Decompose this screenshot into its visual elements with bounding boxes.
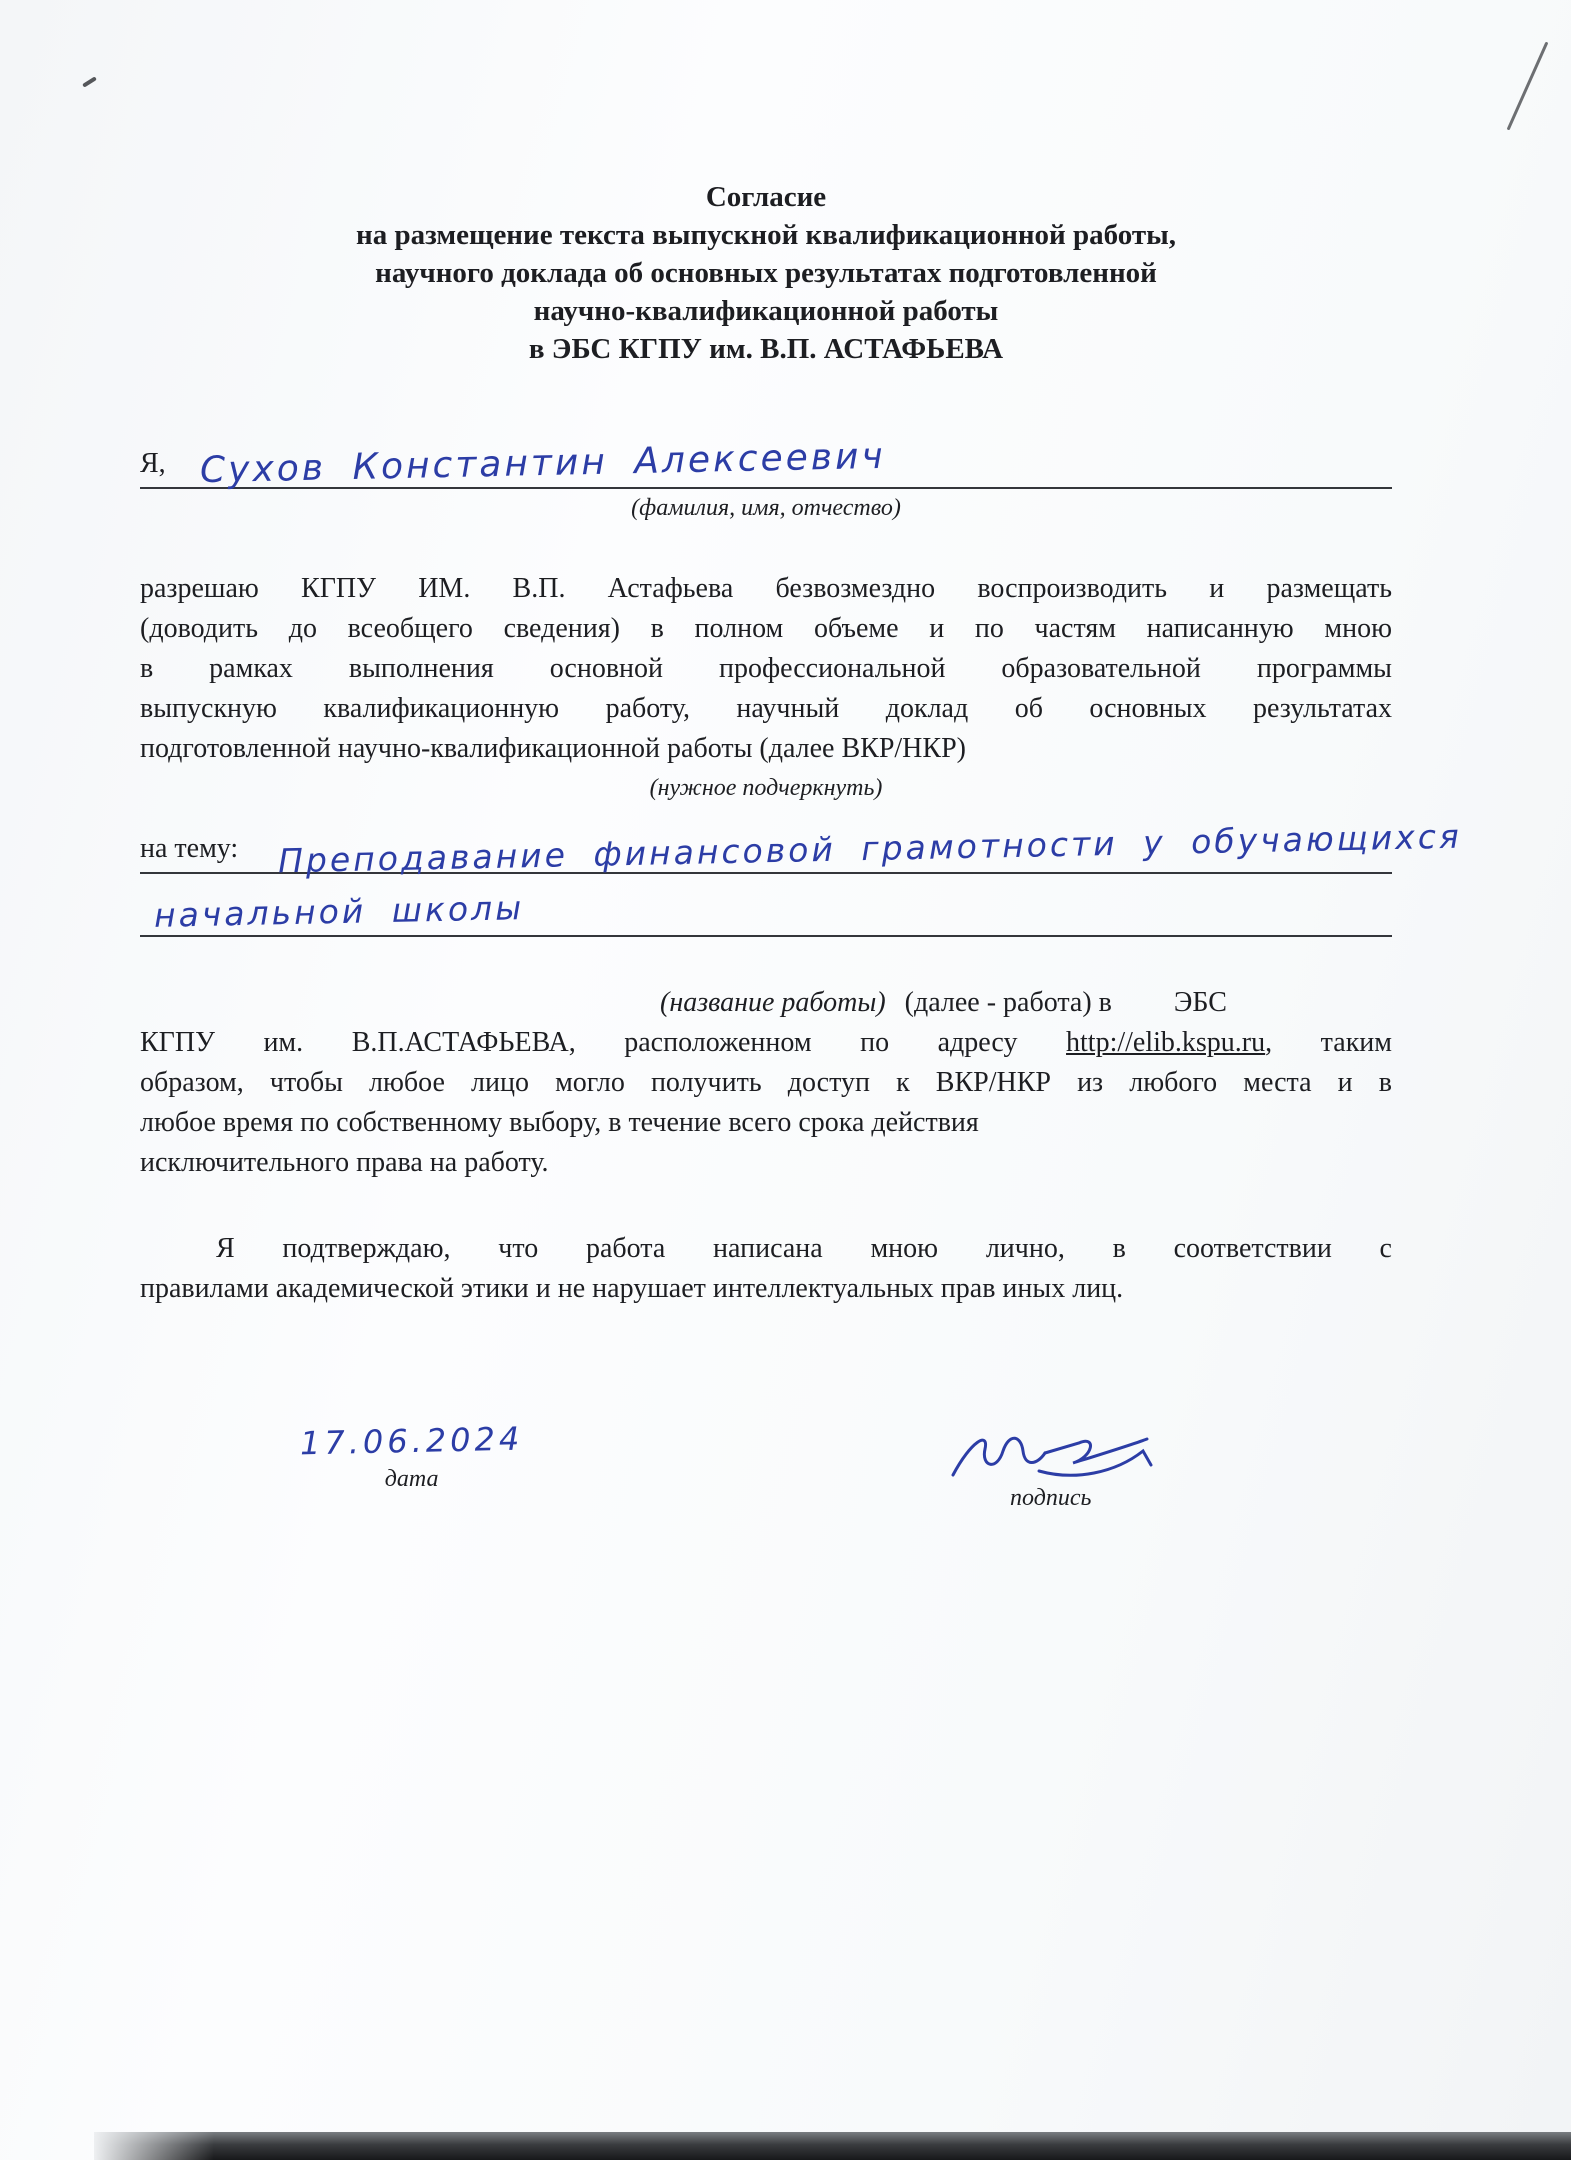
date-caption: дата [384,1466,439,1492]
work-caption-suffix: (далее - работа) в [904,987,1112,1018]
title-line-2: на размещение текста выпускной квалификационной работы, [356,219,1176,251]
location-line-1-after: , таким [1265,1027,1392,1058]
topic-label: на тему: [140,833,239,864]
confirmation-line-2: правилами академической этики и не нарушает интеллектуальных прав иных лиц. [140,1273,1124,1304]
title-line-3: научного доклада об основных результатах подготовленной [375,257,1157,289]
ebs-label: ЭБС [1173,987,1227,1018]
location-line-4: исключительного права на работу. [140,1147,549,1178]
title-line-5: в ЭБС КГПУ им. В.П. АСТАФЬЕВА [528,333,1004,365]
signature-block [943,1421,1158,1513]
location-paragraph [140,1023,1392,1183]
confirmation-line-1: Я подтверждаю, что работа написана мною лично, в соответствии с [216,1233,1392,1264]
topic-fill-line-1 [140,811,1463,881]
handwritten-topic-line-1: Преподавание финансовой грамотности у обучающихся [277,816,1463,881]
signature-footer [140,1421,1392,1513]
handwritten-date: 17.06.2024 [299,1419,524,1463]
scan-bottom-shadow-fade [94,2132,214,2160]
elib-url: http://elib.kspu.ru [1066,1027,1266,1058]
handwritten-topic-line-2: начальной школы [153,888,525,935]
underline-note: (нужное подчеркнуть) [649,775,883,801]
scan-corner-line [1507,42,1549,131]
location-line-2: образом, чтобы любое лицо могло получить доступ к ВКР/НКР из любого места и в [140,1067,1392,1098]
permission-line-4: выпускную квалификационную работу, научный доклад об основных результатах [140,693,1392,724]
name-caption: (фамилия, имя, отчество) [631,495,901,521]
topic-fill-line-2 [140,874,1392,937]
scan-smudge-mark [82,76,97,87]
location-line-1-before: КГПУ им. В.П.АСТАФЬЕВА, расположенном по адресу [140,1027,1067,1058]
confirmation-paragraph [140,1229,1392,1309]
scan-bottom-shadow [94,2132,1571,2160]
permission-line-5: подготовленной научно-квалификационной работы (далее ВКР/НКР) [140,733,966,764]
document-title [140,178,1392,368]
location-line-3: любое время по собственному выбору, в течение всего срока действия [140,1107,979,1138]
permission-line-2: (доводить до всеобщего сведения) в полном объеме и по частям написанную мною [140,613,1392,644]
document-body [140,178,1463,1513]
location-line-1 [140,1023,1392,1063]
work-caption: (название работы) [660,987,886,1018]
permission-paragraph [140,569,1392,769]
title-line-1: Согласие [705,181,827,213]
name-prefix: Я, [140,448,166,479]
signature-caption: подпись [1010,1485,1092,1511]
work-caption-line [140,983,1392,1023]
date-block [300,1421,523,1494]
title-line-4: научно-квалификационной работы [533,295,999,327]
name-fill-line [140,426,1392,492]
handwritten-name: Сухов Константин Алексеевич [199,435,886,492]
permission-line-3: в рамках выполнения основной профессиональной образовательной программы [140,653,1392,684]
permission-line-1: разрешаю КГПУ ИМ. В.П. Астафьева безвозмездно воспроизводить и размещать [140,573,1392,604]
